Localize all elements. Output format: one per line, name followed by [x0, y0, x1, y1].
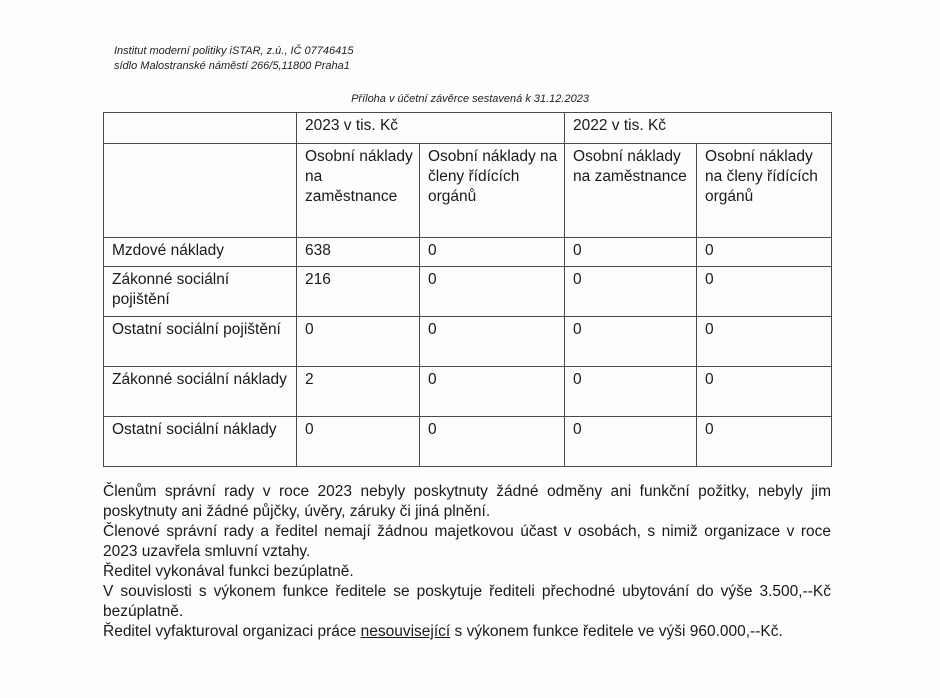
- note-board-remuneration: Členům správní rady v roce 2023 nebyly poskytnuty žádné odměny ani funkční požitky, nebyly jim poskytnuty ani žádné půjčky, úvěry, záruky či jiná plnění.: [103, 483, 831, 520]
- table-row: [104, 238, 832, 267]
- row-label: Zákonné sociální náklady: [104, 367, 297, 417]
- cell-value: 0: [565, 238, 697, 267]
- organization-header: [114, 44, 353, 74]
- cell-value: 2: [297, 367, 420, 417]
- note-director-accommodation: V souvislosti s výkonem funkce ředitele se poskytuje řediteli přechodné ubytování do výše 3.500,--Kč bezúplatně.: [103, 583, 831, 620]
- note-ownership-interest: Členové správní rady a ředitel nemají žádnou majetkovou účast v osobách, s nimiž organizace v roce 2023 uzavřela smluvní vztahy.: [103, 523, 831, 560]
- table-row: [104, 267, 832, 317]
- cell-value: 0: [565, 417, 697, 467]
- cell-value: 0: [565, 367, 697, 417]
- header-2023-employees: Osobní náklady na zaměstnance: [297, 144, 420, 238]
- table-row: [104, 417, 832, 467]
- table-caption: Příloha v účetní závěrce sestavená k 31.12.2023: [351, 93, 589, 105]
- personnel-costs-table: [103, 112, 832, 467]
- header-2022-employees: Osobní náklady na zaměstnance: [565, 144, 697, 238]
- cell-value: 0: [565, 317, 697, 367]
- cell-value: 0: [697, 238, 832, 267]
- empty-corner-cell: [104, 113, 297, 144]
- notes-section: [103, 482, 831, 642]
- header-line-org: Institut moderní politiky iSTAR, z.ú., IČ 07746415: [114, 45, 354, 57]
- cell-value: 0: [297, 317, 420, 367]
- cell-value: 0: [420, 317, 565, 367]
- header-line-address: sídlo Malostranské náměstí 266/5,11800 Praha1: [114, 60, 350, 72]
- header-2022-governing-bodies: Osobní náklady na členy řídících orgánů: [697, 144, 832, 238]
- row-label: Zákonné sociální pojištění: [104, 267, 297, 317]
- row-label: Mzdové náklady: [104, 238, 297, 267]
- table-header-row-years: [104, 113, 832, 144]
- cell-value: 638: [297, 238, 420, 267]
- cell-value: 0: [697, 267, 832, 317]
- year-2023-header: 2023 v tis. Kč: [297, 113, 565, 144]
- row-label: Ostatní sociální náklady: [104, 417, 297, 467]
- empty-label-cell: [104, 144, 297, 238]
- cell-value: 0: [297, 417, 420, 467]
- note-invoice-text-start: Ředitel vyfakturoval organizaci práce: [103, 623, 361, 640]
- cell-value: 0: [697, 367, 832, 417]
- header-2023-governing-bodies: Osobní náklady na členy řídících orgánů: [420, 144, 565, 238]
- cell-value: 0: [420, 367, 565, 417]
- row-label: Ostatní sociální pojištění: [104, 317, 297, 367]
- table-row: [104, 367, 832, 417]
- note-director-invoice: [103, 622, 831, 642]
- cell-value: 0: [420, 417, 565, 467]
- table-row: [104, 317, 832, 367]
- cell-value: 0: [420, 267, 565, 317]
- cell-value: 0: [697, 417, 832, 467]
- note-invoice-underlined-word: nesouvisející: [360, 623, 451, 640]
- cell-value: 0: [565, 267, 697, 317]
- table-header-row-categories: [104, 144, 832, 238]
- note-director-unpaid: Ředitel vykonával funkci bezúplatně.: [103, 563, 354, 580]
- year-2022-header: 2022 v tis. Kč: [565, 113, 832, 144]
- note-invoice-text-end: s výkonem funkce ředitele ve výši 960.000,--Kč.: [450, 623, 783, 640]
- cell-value: 0: [420, 238, 565, 267]
- cell-value: 216: [297, 267, 420, 317]
- cell-value: 0: [697, 317, 832, 367]
